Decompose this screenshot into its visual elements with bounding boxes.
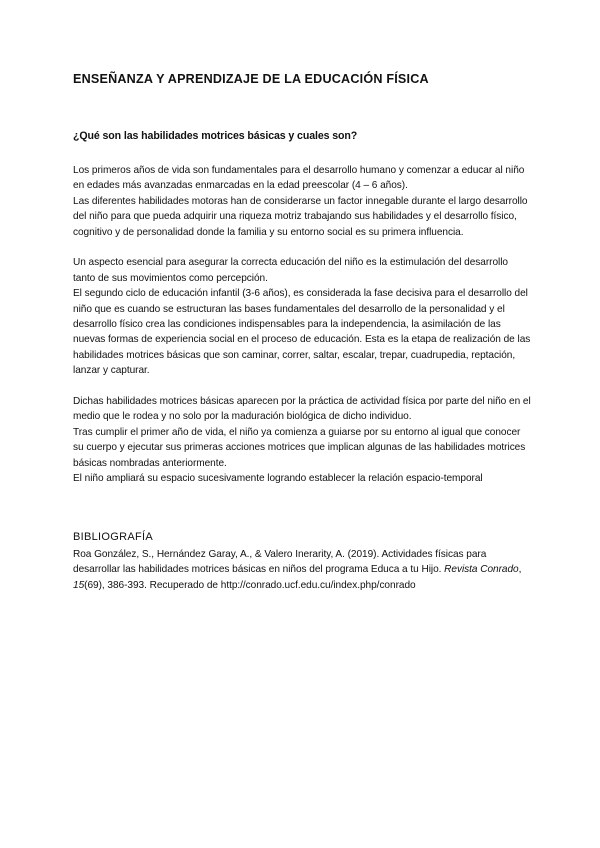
bibliography-url[interactable]: http://conrado.ucf.edu.cu/index.php/conrado <box>220 579 416 591</box>
paragraph: El niño ampliará su espacio sucesivamente logrando establecer la relación espacio-temporal <box>73 473 483 485</box>
paragraph-spacer <box>73 379 531 394</box>
paragraph: El segundo ciclo de educación infantil (3-6 años), es considerada la fase decisiva para el desarrollo del niño que es cuando se estructuran las bases fundamentales del desarrollo de la personalidad y el desarrollo físico crea las condiciones indispensables para la independencia, la asimilación de las nuevas formas de experiencia social en el proceso de educación. Esta es la etapa de realización de las habilidades motrices básicas que son caminar, correr, saltar, escalar, trepar, cuadrupedia, reptación, lanzar y capturar. <box>73 288 531 377</box>
bibliography-section <box>73 530 531 593</box>
bibliography-journal: Revista Conrado <box>444 564 519 576</box>
section-question: ¿Qué son las habilidades motrices básicas y cuales son? <box>73 130 358 142</box>
paragraph: Tras cumplir el primer año de vida, el niño ya comienza a guiarse por su entorno al igual que conocer su cuerpo y ejecutar sus primeras acciones motrices que implican algunas de las habilidades motrices básicas nombradas anteriormente. <box>73 426 526 469</box>
paragraph: Dichas habilidades motrices básicas aparecen por la práctica de actividad física por parte del niño en el medio que le rodea y no solo por la maduración biológica de dicho individuo. <box>73 396 531 423</box>
paragraph: Las diferentes habilidades motoras han de considerarse un factor innegable durante el largo desarrollo del niño para que pueda adquirir una riqueza motriz trabajando sus habilidades y el desarrollo físico, cognitivo y de personalidad donde la familia y su entorno social es su primera influencia. <box>73 195 528 238</box>
bibliography-entry <box>73 547 531 593</box>
bibliography-heading: BIBLIOGRAFÍA <box>73 531 154 543</box>
document-body <box>73 163 531 487</box>
paragraph: Los primeros años de vida son fundamentales para el desarrollo humano y comenzar a educar al niño en edades más avanzadas enmarcadas en la edad preescolar (4 – 6 años). <box>73 165 525 192</box>
bibliography-authors: Roa González, S., Hernández Garay, A., & Valero Inerarity, A. (2019). Actividades físicas para desarrollar las habilidades motrices básicas en niños del programa Educa a tu Hijo. <box>73 549 487 576</box>
bibliography-comma: , <box>518 564 522 576</box>
paragraph-spacer <box>73 240 531 255</box>
bibliography-volume: 15 <box>73 579 85 591</box>
document-title: ENSEÑANZA Y APRENDIZAJE DE LA EDUCACIÓN FÍSICA <box>73 72 429 86</box>
paragraph: Un aspecto esencial para asegurar la correcta educación del niño es la estimulación del desarrollo tanto de sus movimientos como percepción. <box>73 257 508 284</box>
bibliography-details: (69), 386-393. Recuperado de <box>84 579 218 591</box>
